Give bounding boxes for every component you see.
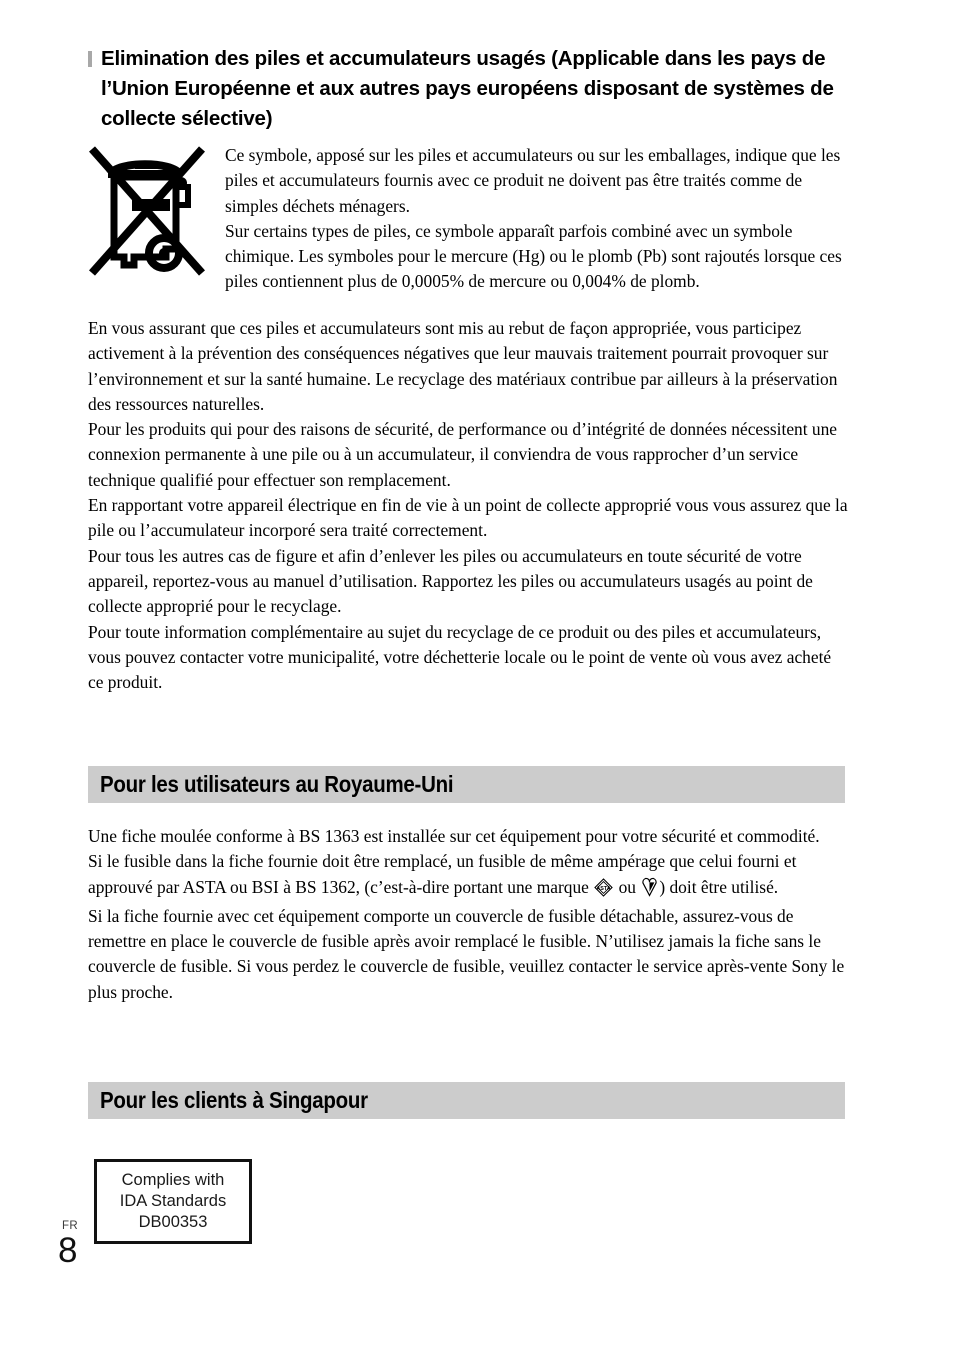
uk-section-block <box>88 824 848 1005</box>
weee-icon-wrapper <box>88 143 225 286</box>
ida-compliance-badge <box>94 1159 252 1244</box>
section-banner-singapore <box>88 1082 845 1119</box>
bsi-kitemark-icon <box>641 876 658 904</box>
section-banner-singapore-label: Pour les clients à Singapour <box>100 1087 368 1113</box>
section-banner-uk <box>88 766 845 803</box>
uk-paragraph-1: Une fiche moulée conforme à BS 1363 est installée sur cet équipement pour votre sécurité et commodité. <box>88 826 820 846</box>
body-paragraph-3: En vous assurant que ces piles et accumulateurs sont mis au rebut de façon appropriée, vous participez activement à la prévention des conséquences négatives que leur mauvais traitement pourrait provoquer sur l’environnement et sur la santé humaine. Le recyclage des matériaux contribue par ailleurs à la préservation des ressources naturelles. <box>88 318 838 414</box>
page-title-text: Elimination des piles et accumulateurs usagés (Applicable dans les pays de l’Union Européenne et aux autres pays européens disposant de systèmes de collecte sélective) <box>101 47 834 130</box>
body-paragraph-4: Pour les produits qui pour des raisons de sécurité, de performance ou d’intégrité de données nécessitent une connexion permanente à une pile ou à un accumulateur, il conviendra de vous rapprocher d’un service technique qualifié pour effectuer son remplacement. <box>88 419 838 490</box>
intro-paragraph-1: Ce symbole, apposé sur les piles et accumulateurs ou sur les emballages, indique que les piles et accumulateurs fournis avec ce produit ne doivent pas être traités comme de simples déchets ménagers. <box>225 145 841 216</box>
section-banner-uk-label: Pour les utilisateurs au Royaume-Uni <box>100 771 454 797</box>
footer-page-number: 8 <box>58 1231 78 1270</box>
body-paragraph-5: En rapportant votre appareil électrique en fin de vie à un point de collecte approprié vous vous assurez que la pile ou l’accumulateur incorporé sera traité correctement. <box>88 495 848 541</box>
page-title <box>88 44 861 134</box>
uk-paragraph-2-part2: ou <box>614 876 641 897</box>
asta-diamond-mark-icon <box>594 878 613 904</box>
uk-paragraph-2-part3: ) doit être utilisé. <box>659 876 779 897</box>
ida-line-3: DB00353 <box>138 1213 208 1231</box>
intro-paragraph-2: Sur certains types de piles, ce symbole apparaît parfois combiné avec un symbole chimique. Les symboles pour le mercure (Hg) ou le plomb (Pb) sont rajoutés lorsque ces piles contiennent plus de 0,0005% de mercure ou 0,004% de plomb. <box>225 220 842 292</box>
intro-paragraph-block <box>88 143 848 295</box>
footer-language-code: FR <box>62 1220 78 1232</box>
uk-paragraph-3: Si la fiche fournie avec cet équipement comporte un couvercle de fusible détachable, assurez-vous de remettre en place le couvercle de fusible après avoir remplacé le fusible. N’utilisez jamais la fiche sans le couvercle de fusible. Si vous perdez le couvercle de fusible, veuillez contacter le service après-vente Sony le plus proche. <box>88 905 845 1002</box>
ida-line-2: IDA Standards <box>119 1192 227 1210</box>
body-paragraph-6: Pour tous les autres cas de figure et afin d’enlever les piles ou accumulateurs en toute sécurité de votre appareil, reportez-vous au manuel d’utilisation. Rapportez les piles ou accumulateurs usagés au point de collecte approprié pour le recyclage. <box>88 545 813 617</box>
svg-text:ASTA: ASTA <box>596 885 611 892</box>
body-paragraph-7: Pour toute information complémentaire au sujet du recyclage de ce produit ou des piles et accumulateurs, vous pouvez contacter votre municipalité, votre déchetterie locale ou le point de vente où vous avez acheté ce produit. <box>88 621 832 693</box>
ida-line-1: Complies with <box>121 1171 225 1189</box>
body-paragraph-block <box>88 316 848 695</box>
crossed-out-wheeled-bin-icon <box>88 143 206 285</box>
uk-paragraph-2-part1: Si le fusible dans la fiche fournie doit être remplacé, un fusible de même ampérage que celui fourni et approuvé par ASTA ou BSI à BS 1362, (c’est-à-dire portant une marque <box>88 851 797 897</box>
heading-bullet-icon <box>88 51 92 67</box>
uk-paragraph-2 <box>88 849 848 904</box>
